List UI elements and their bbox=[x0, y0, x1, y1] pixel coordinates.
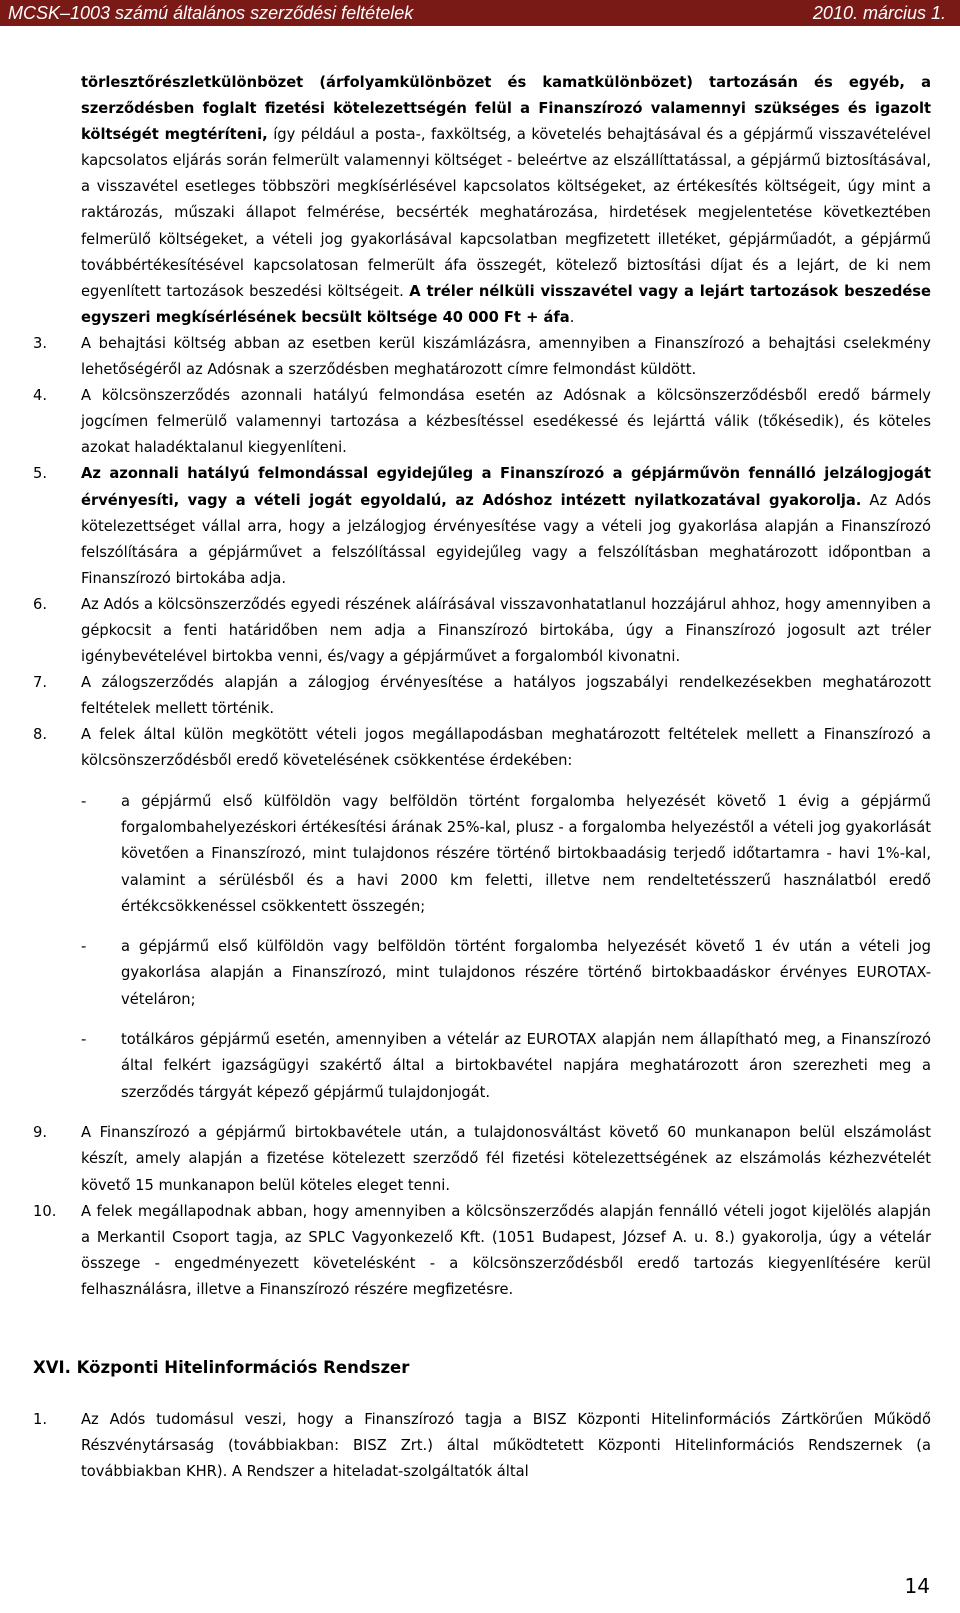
header-title: MCSK–1003 számú általános szerződési feltételek bbox=[8, 3, 414, 23]
list-item-5 bbox=[33, 461, 931, 591]
dash-item-3 bbox=[33, 1027, 931, 1105]
list-item-4 bbox=[33, 383, 931, 461]
item-text: A kölcsönszerződés azonnali hatályú felmondása esetén az Adósnak a kölcsönszerződésből eredő bármely jogcímen felmerülő valamennyi tartozása a kézbesítéssel esedékessé és lejárttá válik (tőkésedik), és köteles azokat haladéktalanul kiegyenlíteni. bbox=[81, 387, 931, 457]
list-item-6 bbox=[33, 592, 931, 670]
dash-mark: - bbox=[81, 938, 87, 956]
intro-paragraph bbox=[81, 70, 931, 331]
intro-bold-3: A tréler nélküli visszavétel vagy a lejárt tartozások beszedése egyszeri megkísérlésének becsült költsége 40 000 Ft + áfa bbox=[81, 282, 931, 326]
item-number: 10. bbox=[33, 1202, 57, 1220]
intro-text-4: . bbox=[569, 308, 575, 326]
item-number: 6. bbox=[33, 595, 48, 613]
intro-bold-1: törlesztőrészletkülönbözet (árfolyamkülönbözet és kamatkülönbözet) tartozásán és egyéb, a szerződésben foglalt fizetési kötelezettségén felül a Finanszírozó valamennyi szükséges és igazolt költségét megtéríteni, bbox=[81, 74, 931, 144]
item-text: A behajtási költség abban az esetben kerül kiszámlázásra, amennyiben a Finanszírozó a behajtási cselekmény lehetőségéről az Adósnak a szerződésben meghatározott címre felmondást küldött. bbox=[81, 334, 931, 379]
item-text: Az Adós a kölcsönszerződés egyedi részének aláírásával visszavonhatatlanul hozzájárul ahhoz, hogy amennyiben a gépkocsit a fenti határidőben nem adja a Finanszírozó birtokába, úgy a Finanszírozó jogosult azt tréler igénybevételével birtokba venni, és/vagy a gépjárművet a forgalomból kivonatni. bbox=[81, 595, 931, 666]
item-text: A felek által külön megkötött vételi jogos megállapodásban meghatározott feltételek mellett a Finanszírozó a kölcsönszerződésből eredő követelésének csökkentése érdekében: bbox=[81, 726, 931, 770]
item-bold-text: Az azonnali hatályú felmondással egyidejűleg a Finanszírozó a gépjárművön fennálló jelzálogjogát érvényesíti, vagy a vételi jogát egyoldalú, az Adóshoz intézett nyilatkozatával gyakorolja. bbox=[81, 465, 931, 509]
document-body bbox=[33, 70, 931, 1485]
dash-text: a gépjármű első külföldön vagy belföldön történt forgalomba helyezését követő 1 évig a gépjármű forgalombahelyezéskori értékesítési árának 25%-kal, plusz - a forgalomba helyezéstől a vételi jog gyakorlását követően a Finanszírozó, mint tulajdonos részére történő birtokbaadásig terjedő időtartamra - havi 1%-kal, valamint a sérülésből és a havi 2000 km feletti, illetve nem rendeltetésszerű használatból eredő értékcsökkenéssel csökkentett összegén; bbox=[121, 793, 931, 915]
document-header bbox=[0, 0, 960, 26]
item-text: A zálogszerződés alapján a zálogjog érvényesítése a hatályos jogszabályi rendelkezésekben meghatározott feltételek mellett történik. bbox=[81, 674, 931, 718]
item-text: Az Adós tudomásul veszi, hogy a Finanszírozó tagja a BISZ Központi Hitelinformációs Zártkörűen Működő Részvénytársaság (továbbiakban: BISZ Zrt.) által működtetett Központi Hitelinformációs Rendszernek (a továbbiakban KHR). A Rendszer a hiteladat-szolgáltatók által bbox=[81, 1411, 931, 1481]
list-item-3 bbox=[33, 331, 931, 383]
item-number: 3. bbox=[33, 334, 48, 352]
list-item-10 bbox=[33, 1199, 931, 1303]
item-text: A Finanszírozó a gépjármű birtokbavétele után, a tulajdonosváltást követő 60 munkanapon belül elszámolást készít, amely alapján a fizetése kötelezett szerződő fél fizetési kötelezettségének az elszámolás kézhezvételét követő 15 munkanapon belül köteles eleget tenni. bbox=[81, 1124, 931, 1194]
item-number: 9. bbox=[33, 1124, 48, 1142]
dash-item-2 bbox=[33, 934, 931, 1012]
list-item-8 bbox=[33, 722, 931, 774]
dash-text: a gépjármű első külföldön vagy belföldön történt forgalomba helyezését követő 1 év után a vételi jog gyakorlása alapján a Finanszírozó, mint tulajdonos részére történő birtokbaadáskor érvényes EUROTAX-vételáron; bbox=[121, 938, 931, 1008]
intro-text-2: így például a posta-, faxköltség, a követelés behajtásával és a gépjármű visszavételével kapcsolatos eljárás során felmerült valamennyi költséget - beleértve az elszállíttatással, a gépjármű biztosításával, a visszavétel esetleges többszöri megkísérlésével kapcsolatos költségeket, az értékesítés költségeit, úgy mint a raktározás, műszaki állapot felmérése, becsérték meghatározása, hirdetések megjelentetése következtében felmerülő költségeket, a vételi jog gyakorlásával kapcsolatban megfizetett illetéket, gépjárműadót, a gépjármű továbbértékesítésével kapcsolatosan felmerült áfa összegét, kötelező biztosítási díjat és a lejárt, de ki nem egyenlített tartozások beszedési költségeit. bbox=[81, 126, 931, 300]
dash-item-1 bbox=[33, 789, 931, 919]
dash-text: totálkáros gépjármű esetén, amennyiben a vételár az EUROTAX alapján nem állapítható meg, a Finanszírozó által felkért igazságügyi szakértő által a birtokbavétel napjára meghatározott áron szerezheti meg a szerződés tárgyát képező gépjármű tulajdonjogát. bbox=[121, 1031, 931, 1101]
item-number: 5. bbox=[33, 465, 48, 483]
item-number: 7. bbox=[33, 674, 48, 692]
dash-mark: - bbox=[81, 1031, 87, 1049]
dash-mark: - bbox=[81, 793, 87, 811]
item-text: A felek megállapodnak abban, hogy amennyiben a kölcsönszerződés alapján fennálló vételi jogot kijelölés alapján a Merkantil Csoport tagja, az SPLC Vagyonkezelő Kft. (1051 Budapest, József A. u. 8.) gyakorolja, úgy a vételár összege - engedményezett követelésként - a kölcsönszerződésből eredő tartozás kiegyenlítésére kerül felhasználásra, illetve a Finanszírozó részére megfizetésre. bbox=[81, 1202, 931, 1298]
header-date: 2010. március 1. bbox=[812, 3, 946, 23]
item-number: 1. bbox=[33, 1411, 48, 1429]
section-heading: XVI. Központi Hitelinformációs Rendszer bbox=[33, 1357, 410, 1377]
item-number: 8. bbox=[33, 726, 48, 744]
item-text: Az Adós kötelezettséget vállal arra, hogy a jelzálogjog érvényesítése vagy a vételi jog gyakorlása alapján a Finanszírozó felszólítására a gépjárművet a felszólítással egyidejűleg vagy a felszólításban meghatározott időpontban a Finanszírozó birtokába adja. bbox=[81, 491, 931, 587]
list-item-7 bbox=[33, 670, 931, 722]
section-item-1 bbox=[33, 1407, 931, 1485]
list-item-9 bbox=[33, 1120, 931, 1198]
page-number: 14 bbox=[904, 1574, 930, 1598]
item-number: 4. bbox=[33, 387, 48, 405]
